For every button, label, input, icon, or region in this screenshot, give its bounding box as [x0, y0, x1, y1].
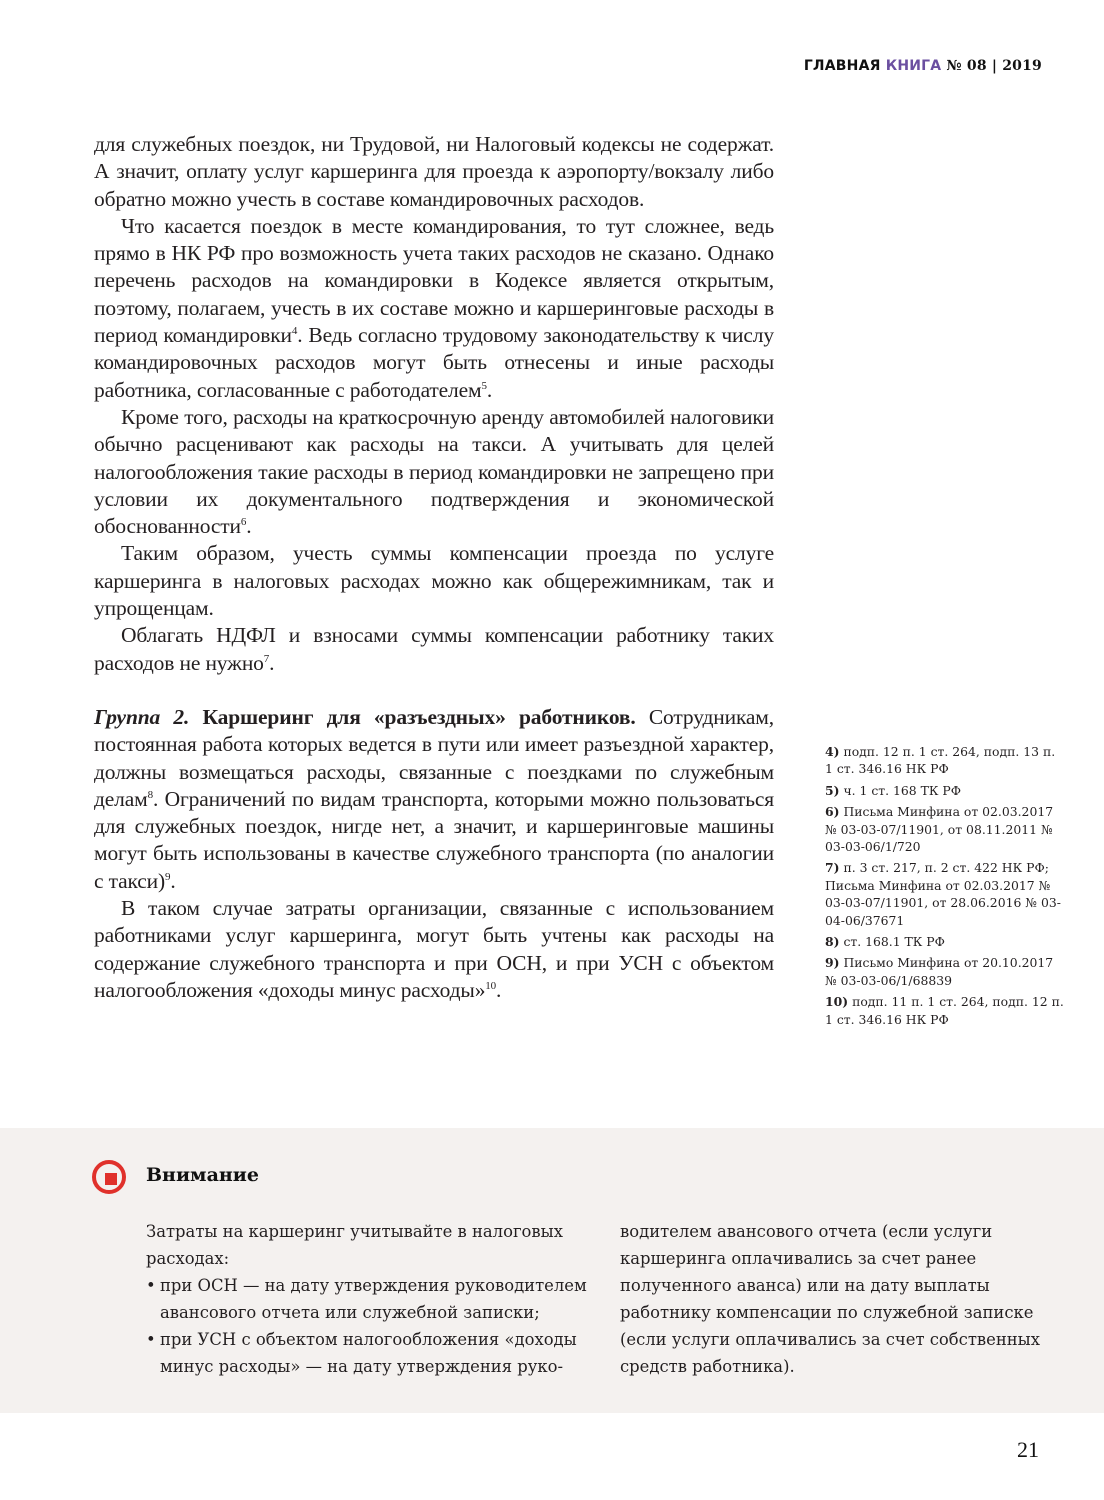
footnote-ref[interactable]: 9	[165, 870, 171, 883]
paragraph: В таком случае затраты организации, связанные с использованием работниками услуг каршеринга, могут быть учтены как расходы на содержание служебного транспорта и при ОСН, и при УСН с объектом налогообложения «доходы минус расходы»$^{10}$.	[94, 896, 774, 1002]
brand-name-part2: КНИГА	[885, 58, 942, 74]
issue-number: № 08 | 2019	[946, 58, 1042, 74]
attention-column-right: водителем авансового отчета (если услуги каршеринга оплачивались за счет ранее полученного аванса) или на дату выплаты работнику компенсации по служебной записке (если услуги оплачивались за счет собственных средств работника).	[620, 1222, 1040, 1376]
footnote: 10) подп. 11 п. 1 ст. 264, подп. 12 п. 1 ст. 346.16 НК РФ	[825, 994, 1064, 1027]
footnote: 4) подп. 12 п. 1 ст. 264, подп. 13 п. 1 ст. 346.16 НК РФ	[825, 744, 1056, 777]
footnotes-sidebar	[825, 743, 1065, 1032]
footnote: 5) ч. 1 ст. 168 ТК РФ	[825, 782, 962, 798]
attention-title: Внимание	[146, 1164, 259, 1186]
article-body	[94, 131, 774, 1004]
magazine-header	[804, 58, 1042, 74]
paragraph: Облагать НДФЛ и взносами суммы компенсации работнику таких расходов не нужно$^7$.	[94, 623, 774, 675]
paragraph: Кроме того, расходы на краткосрочную аренду автомобилей налоговики обычно расценивают как расходы на такси. А учитывать для целей налогообложения такие расходы в период командировки не запрещено при условии их документального подтверждения и экономической обоснованности$^6$.	[94, 404, 774, 539]
section-heading: Группа 2. Каршеринг для «разъездных» работников.	[94, 704, 636, 729]
footnote-ref[interactable]: 4	[291, 325, 298, 338]
attention-column-left	[146, 1218, 596, 1380]
footnote: 8) ст. 168.1 ТК РФ	[825, 934, 945, 950]
list-item: • при ОСН — на дату утверждения руководителем авансового отчета или служебной записки;	[146, 1272, 596, 1326]
list-item: • при УСН с объектом налогообложения «доходы минус расходы» — на дату утверждения руко-	[146, 1326, 596, 1380]
page-number: 21	[1017, 1437, 1039, 1462]
paragraph: Таким образом, учесть суммы компенсации проезда по услуге каршеринга в налоговых расходах можно как общережимникам, так и упрощенцам.	[94, 541, 774, 621]
paragraph: для служебных поездок, ни Трудовой, ни Налоговый кодексы не содержат. А значит, оплату услуг каршеринга для проезда к аэропорту/вокзалу либо обратно можно учесть в составе командировочных расходов.	[94, 132, 774, 211]
attention-box	[0, 1128, 1104, 1413]
footnote-ref[interactable]: 6	[240, 516, 247, 529]
group2-paragraph: Группа 2. Каршеринг для «разъездных» работников. Сотрудникам, постоянная работа которых ведется в пути или имеет разъездной характер, должны возмещаться расходы, связанные с поездками по служебным делам$^8$. Ограничений по видам транспорта, которыми можно пользоваться для служебных поездок, нигде нет, а значит, и каршеринговые машины могут быть использованы в качестве служебного транспорта (по аналогии с такси)$^9$.	[94, 704, 774, 893]
attention-list	[146, 1272, 596, 1380]
brand-name-part1: ГЛАВНАЯ	[803, 58, 881, 74]
scalloped-edge	[0, 1122, 1104, 1130]
footnote: 7) п. 3 ст. 217, п. 2 ст. 422 НК РФ; Письма Минфина от 02.03.2017 № 03-03-07/11901, от 28.06.2016 № 03-04-06/37671	[825, 860, 1061, 928]
footnote-ref[interactable]: 10	[485, 979, 496, 992]
footnote-ref[interactable]: 5	[481, 379, 487, 392]
stop-circle-icon	[92, 1160, 126, 1194]
footnote-ref[interactable]: 8	[147, 788, 153, 801]
paragraph: Что касается поездок в месте командирования, то тут сложнее, ведь прямо в НК РФ про возможность учета таких расходов не сказано. Однако перечень расходов на командировки в Кодексе является открытым, поэтому, полагаем, учесть в их составе можно и каршеринговые расходы в период командировки$^4$. Ведь согласно трудовому законодательству к числу командировочных расходов могут быть отнесены и иные расходы работника, согласованные с работодателем$^5$.	[94, 213, 774, 402]
footnote: 9) Письмо Минфина от 20.10.2017 № 03-03-06/1/68839	[825, 955, 1054, 988]
footnote-ref[interactable]: 7	[263, 652, 270, 665]
footnote: 6) Письма Минфина от 02.03.2017 № 03-03-07/11901, от 08.11.2011 № 03-03-06/1/720	[825, 804, 1054, 855]
attention-intro: Затраты на каршеринг учитывайте в налоговых расходах:	[146, 1222, 563, 1268]
